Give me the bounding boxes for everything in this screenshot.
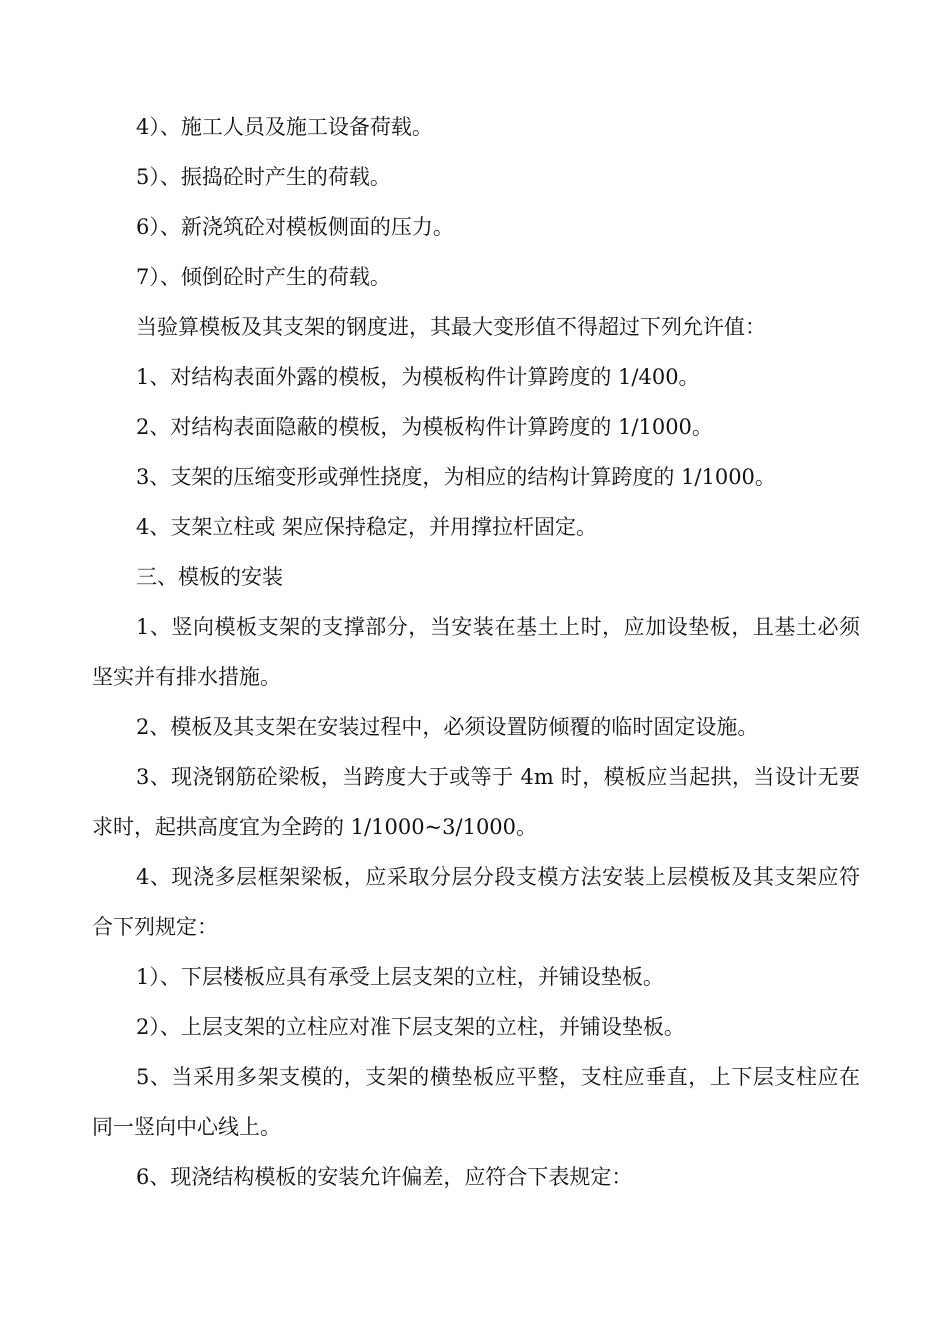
paragraph-load-pouring: 7）、倾倒砼时产生的荷载。 (136, 265, 391, 289)
paragraph-install-multi-frame: 5、当采用多架支模的，支架的横垫板应平整，支柱应垂直，上下层支柱应在同一竖向中心线上。 (92, 1065, 860, 1139)
paragraph-load-personnel: 4）、施工人员及施工设备荷载。 (136, 115, 433, 139)
paragraph-install-camber: 3、现浇钢筋砼梁板，当跨度大于或等于 4m 时，模板应当起拱，当设计无要求时，起拱高度宜为全跨的 1/1000~3/1000。 (92, 765, 860, 839)
paragraph-deformation-hidden: 2、对结构表面隐蔽的模板，为模板构件计算跨度的 1/1000。 (136, 415, 713, 439)
paragraph-install-vertical-support: 1、竖向模板支架的支撑部分，当安装在基土上时，应加设垫板，且基土必须坚实并有排水措施。 (92, 615, 860, 689)
paragraph-support-stability: 4、支架立柱或 架应保持稳定，并用撑拉杆固定。 (136, 515, 598, 539)
paragraph-install-tolerance: 6、现浇结构模板的安装允许偏差，应符合下表规定： (136, 1165, 633, 1189)
paragraph-deformation-exposed: 1、对结构表面外露的模板，为模板构件计算跨度的 1/400。 (136, 365, 700, 389)
paragraph-install-anti-tipping: 2、模板及其支架在安装过程中，必须设置防倾覆的临时固定设施。 (136, 715, 759, 739)
paragraph-load-vibration: 5）、振捣砼时产生的荷载。 (136, 165, 391, 189)
section-heading-installation: 三、模板的安装 (136, 565, 283, 589)
paragraph-load-side-pressure: 6）、新浇筑砼对模板侧面的压力。 (136, 215, 454, 239)
paragraph-install-multilayer: 4、现浇多层框架梁板，应采取分层分段支模方法安装上层模板及其支架应符合下列规定： (92, 865, 860, 939)
paragraph-deformation-support: 3、支架的压缩变形或弹性挠度，为相应的结构计算跨度的 1/1000。 (136, 465, 776, 489)
document-body (92, 102, 860, 1202)
paragraph-deformation-intro: 当验算模板及其支架的钢度进，其最大变形值不得超过下列允许值： (136, 315, 766, 339)
paragraph-install-upper-support: 2）、上层支架的立柱应对准下层支架的立柱，并铺设垫板。 (136, 1015, 685, 1039)
paragraph-install-lower-floor: 1）、下层楼板应具有承受上层支架的立柱，并铺设垫板。 (136, 965, 664, 989)
